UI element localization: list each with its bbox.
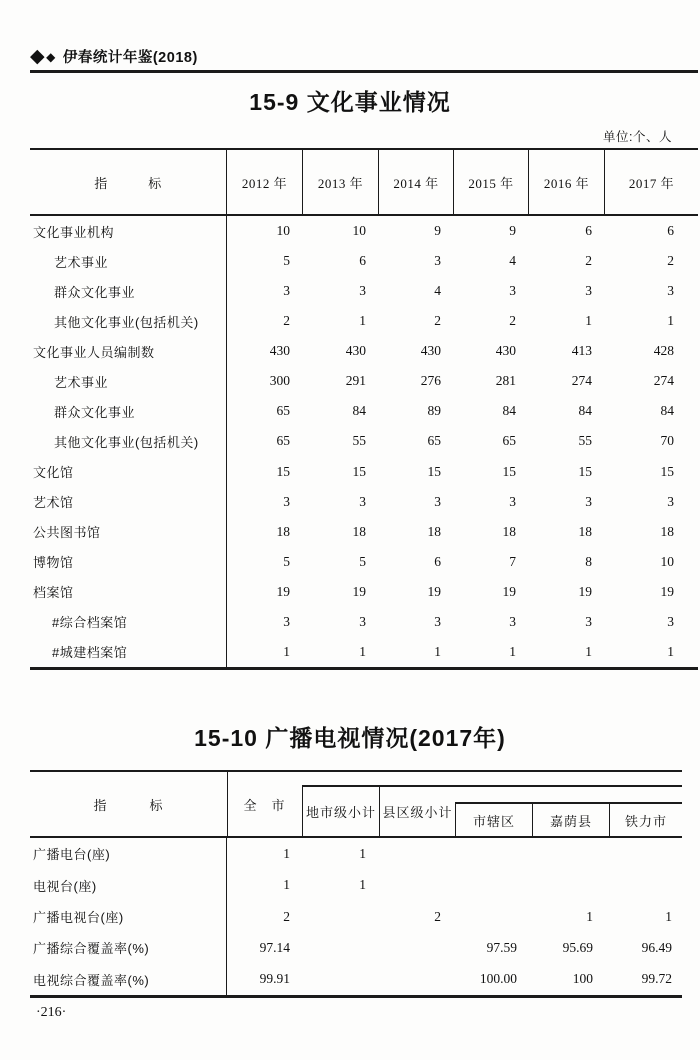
table-row (30, 306, 698, 336)
header-group-box (302, 785, 682, 836)
row-label: 其他文化事业(包括机关) (30, 306, 227, 336)
diamond-large-icon: ◆ (30, 46, 46, 67)
cell-value: 1 (667, 643, 674, 659)
table-row (30, 932, 682, 963)
table1-title: 15-9 文化事业情况 (249, 89, 451, 115)
cell-value: 6 (359, 253, 366, 269)
cell-value: 3 (434, 613, 441, 629)
table2-title: 15-10 广播电视情况(2017年) (194, 725, 506, 751)
row-label: 群众文化事业 (30, 276, 227, 306)
table-row (30, 216, 698, 246)
cell-value: 1 (359, 845, 366, 861)
cell-value: 84 (660, 403, 674, 419)
table1-unit-note: 单位:个、人 (603, 130, 672, 144)
cell-value: 3 (359, 283, 366, 299)
cell-value: 430 (269, 343, 290, 359)
col-header-jiayin: 嘉荫县 (532, 804, 609, 836)
table-row (30, 547, 698, 577)
stub-header: 指 标 (30, 772, 228, 836)
table-row (30, 517, 698, 547)
cell-value: 1 (667, 313, 674, 329)
cell-value: 4 (509, 253, 516, 269)
cell-value (302, 901, 378, 932)
cell-value: 2 (283, 908, 290, 924)
cell-value: 9 (509, 223, 516, 239)
cell-value: 3 (359, 613, 366, 629)
row-label: #城建档案馆 (30, 637, 227, 667)
head-rule (30, 70, 698, 73)
cell-value: 18 (660, 523, 674, 539)
table-row (30, 336, 698, 366)
table-row (30, 607, 698, 637)
row-label: 艺术事业 (30, 246, 227, 276)
cell-value: 4 (434, 283, 441, 299)
cell-value: 55 (352, 433, 366, 449)
cell-value: 300 (269, 373, 290, 389)
cell-value: 65 (502, 433, 516, 449)
cell-value: 274 (571, 373, 592, 389)
cell-value (605, 838, 682, 869)
cell-value: 15 (276, 463, 290, 479)
table-culture (30, 148, 698, 670)
cell-value: 18 (578, 523, 592, 539)
cell-value: 15 (427, 463, 441, 479)
cell-value: 3 (283, 613, 290, 629)
cell-value: 1 (585, 313, 592, 329)
cell-value: 6 (667, 223, 674, 239)
cell-value: 3 (434, 493, 441, 509)
cell-value: 15 (352, 463, 366, 479)
cell-value: 10 (276, 223, 290, 239)
col-header-urban-district: 市辖区 (472, 813, 515, 829)
cell-value: 6 (434, 553, 441, 569)
row-label: 其他文化事业(包括机关) (30, 426, 227, 456)
cell-value: 3 (434, 253, 441, 269)
row-label: 文化事业人员编制数 (30, 336, 227, 366)
table-row (30, 366, 698, 396)
table-row (30, 838, 682, 869)
cell-value: 100.00 (479, 971, 517, 987)
cell-value (302, 932, 378, 963)
col-header-2013: 2013 年 (302, 150, 378, 214)
table-culture-header (30, 150, 698, 216)
table-broadcast (30, 770, 682, 998)
cell-value: 89 (427, 403, 441, 419)
col-header-city-total: 全 市 (243, 797, 286, 813)
col-header-2014: 2014 年 (378, 150, 453, 214)
cell-value: 19 (660, 583, 674, 599)
cell-value (529, 838, 605, 869)
cell-value (453, 869, 529, 900)
cell-value (378, 964, 453, 995)
cell-value: 2 (434, 313, 441, 329)
cell-value: 2 (434, 908, 441, 924)
cell-value (378, 869, 453, 900)
cell-value: 97.59 (486, 939, 517, 955)
cell-value: 3 (359, 493, 366, 509)
cell-value: 65 (276, 433, 290, 449)
cell-value: 3 (667, 613, 674, 629)
col-header-2016: 2016 年 (528, 150, 604, 214)
table-row (30, 964, 682, 995)
cell-value: 1 (585, 643, 592, 659)
cell-value: 5 (283, 253, 290, 269)
cell-value: 2 (667, 253, 674, 269)
cell-value: 3 (283, 283, 290, 299)
row-label: 文化馆 (30, 457, 227, 487)
cell-value: 9 (434, 223, 441, 239)
row-label: 广播综合覆盖率(%) (30, 932, 227, 963)
cell-value: 65 (427, 433, 441, 449)
table-row (30, 276, 698, 306)
cell-value: 70 (660, 433, 674, 449)
cell-value: 84 (578, 403, 592, 419)
row-label: 公共图书馆 (30, 517, 227, 547)
cell-value: 1 (283, 643, 290, 659)
cell-value: 19 (276, 583, 290, 599)
cell-value: 1 (283, 877, 290, 893)
col-header-2012: 2012 年 (241, 175, 288, 191)
table-row (30, 396, 698, 426)
row-label: 博物馆 (30, 547, 227, 577)
cell-value: 15 (660, 463, 674, 479)
col-header-tieli: 铁力市 (609, 804, 682, 836)
col-header-2015: 2015 年 (453, 150, 528, 214)
cell-value: 15 (502, 463, 516, 479)
cell-value: 3 (667, 493, 674, 509)
yearbook-name: 伊春统计年鉴(2018) (62, 50, 198, 66)
row-label: 广播电视台(座) (30, 901, 227, 932)
table-row (30, 246, 698, 276)
cell-value: 95.69 (562, 939, 593, 955)
cell-value: 428 (653, 343, 674, 359)
cell-value (453, 901, 529, 932)
stub-header: 指 标 (30, 150, 227, 214)
row-label: 电视综合覆盖率(%) (30, 964, 227, 995)
table-row (30, 457, 698, 487)
table1-body (30, 216, 698, 667)
cell-value: 55 (578, 433, 592, 449)
cell-value: 430 (345, 343, 366, 359)
cell-value: 1 (283, 845, 290, 861)
row-label: 群众文化事业 (30, 396, 227, 426)
cell-value: 84 (352, 403, 366, 419)
cell-value: 3 (509, 493, 516, 509)
cell-value: 96.49 (641, 939, 672, 955)
cell-value: 10 (660, 553, 674, 569)
cell-value: 3 (585, 283, 592, 299)
table-row (30, 426, 698, 456)
row-label: 广播电台(座) (30, 838, 227, 869)
row-label: 电视台(座) (30, 869, 227, 900)
cell-value: 2 (283, 313, 290, 329)
cell-value: 18 (276, 523, 290, 539)
cell-value: 100 (572, 971, 593, 987)
cell-value: 1 (359, 313, 366, 329)
col-header-county-subtotal: 县区级小计 (382, 805, 453, 820)
cell-value: 99.72 (641, 971, 672, 987)
cell-value: 430 (495, 343, 516, 359)
cell-value (378, 838, 453, 869)
cell-value: 97.14 (259, 939, 290, 955)
cell-value: 8 (585, 553, 592, 569)
running-head (30, 46, 198, 67)
cell-value: 274 (653, 373, 674, 389)
header-subgroup-box (455, 802, 682, 836)
cell-value: 65 (276, 403, 290, 419)
table-row (30, 577, 698, 607)
cell-value: 1 (359, 877, 366, 893)
cell-value: 276 (420, 373, 441, 389)
cell-value: 1 (586, 908, 593, 924)
cell-value: 413 (571, 343, 592, 359)
page-number: ·216· (36, 1005, 67, 1020)
table-row (30, 901, 682, 932)
cell-value: 3 (585, 613, 592, 629)
cell-value: 5 (283, 553, 290, 569)
cell-value: 1 (359, 643, 366, 659)
row-label: 档案馆 (30, 577, 227, 607)
col-header-2017: 2017 年 (604, 150, 698, 214)
cell-value: 19 (352, 583, 366, 599)
cell-value (529, 869, 605, 900)
cell-value: 2 (509, 313, 516, 329)
cell-value: 18 (427, 523, 441, 539)
cell-value: 84 (502, 403, 516, 419)
cell-value: 430 (420, 343, 441, 359)
cell-value (605, 869, 682, 900)
table2-body (30, 838, 682, 995)
cell-value: 291 (345, 373, 366, 389)
cell-value: 1 (665, 908, 672, 924)
cell-value: 3 (509, 283, 516, 299)
cell-value (302, 964, 378, 995)
row-label: 艺术馆 (30, 487, 227, 517)
col-header-prefecture-subtotal: 地市级小计 (303, 787, 380, 836)
cell-value: 2 (585, 253, 592, 269)
cell-value: 3 (283, 493, 290, 509)
cell-value: 99.91 (259, 971, 290, 987)
cell-value: 15 (578, 463, 592, 479)
cell-value: 1 (434, 643, 441, 659)
table-row (30, 637, 698, 667)
cell-value: 19 (502, 583, 516, 599)
cell-value: 5 (359, 553, 366, 569)
cell-value: 7 (509, 553, 516, 569)
row-label: #综合档案馆 (30, 607, 227, 637)
cell-value: 19 (578, 583, 592, 599)
cell-value: 19 (427, 583, 441, 599)
cell-value: 281 (495, 373, 516, 389)
table-row (30, 487, 698, 517)
cell-value: 18 (352, 523, 366, 539)
table-broadcast-header (30, 772, 682, 838)
cell-value: 3 (509, 613, 516, 629)
row-label: 艺术事业 (30, 366, 227, 396)
cell-value: 3 (585, 493, 592, 509)
cell-value: 18 (502, 523, 516, 539)
cell-value: 1 (509, 643, 516, 659)
diamond-small-icon: ◆ (46, 49, 56, 64)
cell-value: 3 (667, 283, 674, 299)
cell-value (453, 838, 529, 869)
cell-value (378, 932, 453, 963)
table-row (30, 869, 682, 900)
row-label: 文化事业机构 (30, 216, 227, 246)
cell-value: 6 (585, 223, 592, 239)
cell-value: 10 (352, 223, 366, 239)
